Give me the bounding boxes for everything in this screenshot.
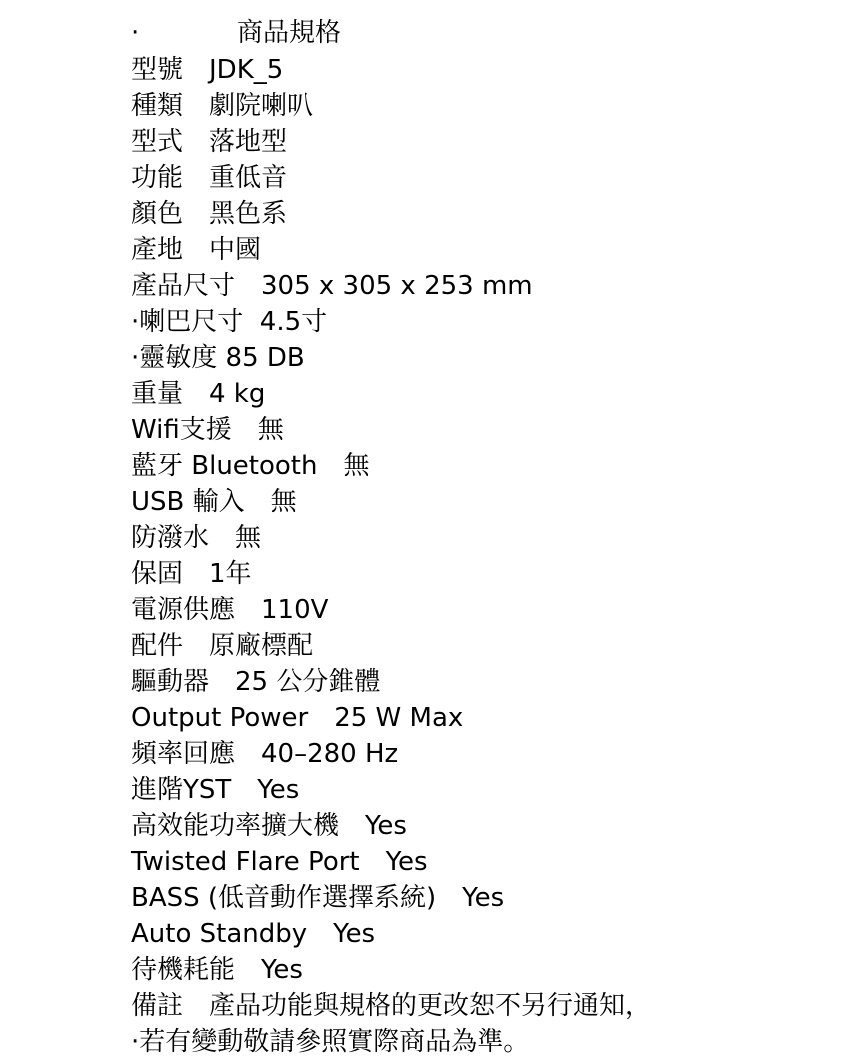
spec-row-model — [131, 52, 831, 88]
spec-row-standby-power — [131, 952, 831, 988]
spec-row-color — [131, 196, 831, 232]
spec-text: ·喇巴尺寸 4.5寸 — [131, 307, 328, 337]
heading-bullet: · — [131, 18, 140, 48]
spec-text: 產品尺寸 305 x 305 x 253 mm — [131, 271, 533, 301]
spec-text: 功能 重低音 — [131, 163, 288, 193]
spec-row-type — [131, 88, 831, 124]
spec-row-bass — [131, 880, 831, 916]
spec-text: 頻率回應 40–280 Hz — [131, 739, 399, 769]
spec-text: BASS (低音動作選擇系統) Yes — [131, 883, 505, 913]
spec-text: 待機耗能 Yes — [131, 955, 303, 985]
spec-row-bluetooth — [131, 448, 831, 484]
spec-text: 型號 JDK_5 — [131, 55, 284, 85]
spec-row-yst — [131, 772, 831, 808]
spec-row-auto-standby — [131, 916, 831, 952]
spec-text: 驅動器 25 公分錐體 — [131, 667, 381, 697]
spec-text: 防潑水 無 — [131, 523, 262, 553]
spec-row-warranty — [131, 556, 831, 592]
spec-row-product-size — [131, 268, 831, 304]
spec-text: 保固 1年 — [131, 559, 252, 589]
spec-row-amplifier — [131, 808, 831, 844]
spec-row-speaker-size — [131, 304, 831, 340]
spec-row-frequency — [131, 736, 831, 772]
spec-row-weight — [131, 376, 831, 412]
spec-row-power-supply — [131, 592, 831, 628]
spec-row-output-power — [131, 700, 831, 736]
spec-text: Twisted Flare Port Yes — [131, 847, 428, 877]
spec-text: Output Power 25 W Max — [131, 703, 464, 733]
spec-row-wifi — [131, 412, 831, 448]
spec-text: 備註 產品功能與規格的更改恕不另行通知， — [131, 991, 652, 1021]
spec-row-note-continued — [131, 1024, 831, 1060]
spec-row-note — [131, 988, 831, 1024]
page-title: 商品規格 — [237, 18, 342, 48]
spec-text: 重量 4 kg — [131, 379, 266, 409]
spec-row-splashproof — [131, 520, 831, 556]
spec-text: 藍牙 Bluetooth 無 — [131, 451, 370, 481]
spec-text: Wifi支援 無 — [131, 415, 284, 445]
spec-text: 產地 中國 — [131, 235, 262, 265]
spec-text: 電源供應 110V — [131, 595, 329, 625]
spec-sheet — [131, 14, 831, 1060]
spec-text: 進階YST Yes — [131, 775, 300, 805]
spec-row-driver — [131, 664, 831, 700]
spec-text: 顏色 黑色系 — [131, 199, 288, 229]
spec-row-accessories — [131, 628, 831, 664]
spec-row-usb — [131, 484, 831, 520]
spec-row-flare-port — [131, 844, 831, 880]
spec-text: 高效能功率擴大機 Yes — [131, 811, 407, 841]
spec-row-form — [131, 124, 831, 160]
spec-text: Auto Standby Yes — [131, 919, 376, 949]
spec-heading — [131, 14, 831, 52]
spec-text: USB 輸入 無 — [131, 487, 297, 517]
spec-text: 種類 劇院喇叭 — [131, 91, 314, 121]
spec-text: ·靈敏度 85 DB — [131, 343, 305, 373]
spec-text: ·若有變動敬請參照實際商品為準。 — [131, 1027, 530, 1057]
spec-row-sensitivity — [131, 340, 831, 376]
spec-text: 配件 原廠標配 — [131, 631, 314, 661]
spec-row-origin — [131, 232, 831, 268]
spec-row-function — [131, 160, 831, 196]
spec-text: 型式 落地型 — [131, 127, 288, 157]
